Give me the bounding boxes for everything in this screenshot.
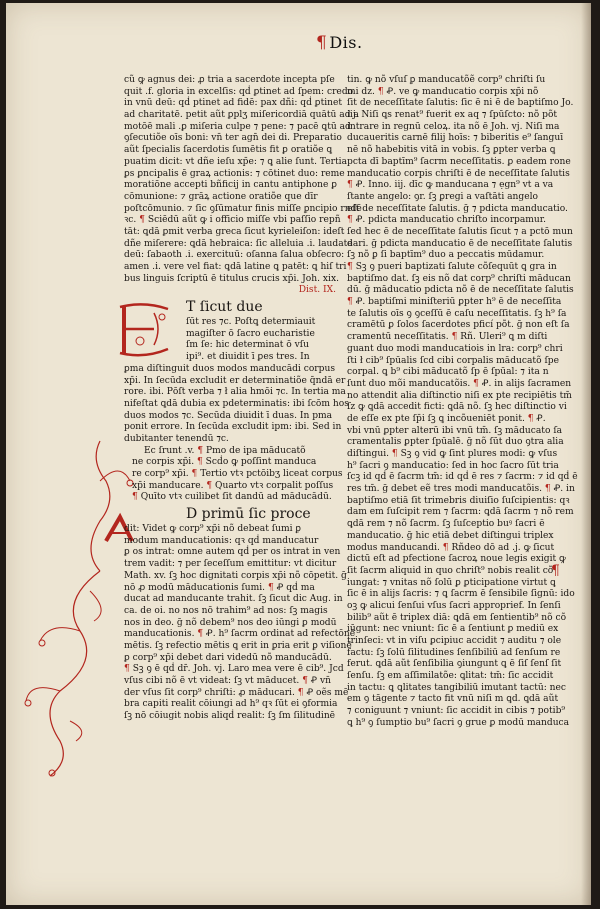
right-column-line: ſed hec ē de neceſſitate ſalutis ſicut ⁊ a pctō mun [347, 226, 573, 237]
left-column-line: ducat ad manducante trahit. ſꝫ ſicut dic Aug. in [124, 594, 343, 605]
left-text-column [124, 75, 362, 723]
right-column-line: corpal. ꝗ b⁹ cibi māducatõ ſp ē ſpūal: ⁊ ita n [347, 367, 549, 378]
right-column-line: ꝗdā rem ⁊ nõ ſacrm. ſꝫ ſuſceptio buꝰ ſacri ē [347, 519, 545, 530]
left-column-line: ad charitatē. petit aũt ꝑplʒ miſericordiā quātū ad a [124, 110, 359, 121]
left-column-line: magiſter ō ſacro eucharistie [186, 328, 315, 339]
left-column-line: nos in deo. ḡ nõ debem⁹ nos deo iūngi ꝑ modū [124, 617, 337, 628]
right-column-line: cramentalis ꝑpter ſpūalē. ḡ nõ ſūt duo ꝯtra alia [347, 437, 564, 448]
left-column-line: cũ ꝙ agnus dei: ꝓ tria a sacerdote incepta pſe [124, 75, 335, 85]
right-column-line: mi dz. ¶ Ꝓ. ve ꝙ manducatio corpis xp̄i nõ [347, 86, 539, 97]
left-column-line: dit: Videt ꝙ corp⁹ xp̄i nõ debeat ſumi ꝑ [124, 524, 301, 535]
right-column-line: iūgunt: nec vniunt: ſic ē a ſentiunt ꝑ mediū ex [347, 624, 559, 635]
left-column-line: poſtcōmunio. ⁊ ſic ꝯſūmatur finis miſſe ꝑncipio rndē [124, 203, 362, 214]
right-column-line: ¶ Sꝫ ꝯ pueri baptizati ſalute cõſequūt ꝗ gra in [347, 262, 557, 272]
left-column-line: ꝯſecutiõe oīs boni: vn̄ ter agn̄ dei di. Preparatio [124, 133, 342, 144]
left-column-line: ¶ Quīto vtꝛ cuilibet ſit dandū ad māducādū. [132, 492, 332, 503]
left-column-line: ꝑs ꝑncipalis ē graꝝ actionis: ⁊ cōtinet duo: reme [124, 168, 345, 179]
right-column-line: baptiſmo etiā ſit trimebris diuiſio ſuſcipientis: qꝛ [347, 495, 570, 506]
margin-mark: ¶ [551, 563, 560, 579]
right-column-line: eſt de neceſſitate ſalutis. ḡ ⁊ pdicta manducatio. [347, 203, 568, 214]
right-column-line: pcta dī baptīm⁹ ſacrm neceſſitatis. ꝑ eadem rone [347, 156, 571, 167]
left-column-line: Math. xv. ſꝫ hoc dignitati corpis xp̄i nõ cōpetit. ḡ [124, 570, 347, 581]
right-column-line: ¶ Ꝓ. baptiſmi miniſteriū ꝑpter h⁹ ē de neceſſita [347, 297, 562, 308]
left-column-line: dñe miſerere: ꝗdā hebraica: ſic alleluia .i. laudate [124, 238, 353, 249]
left-column-line: ſꝫ nō cōiugit nobis aliqḋ realit: ſꝫ ſm ſilitudinē [124, 711, 336, 722]
right-column-line: iungat: ⁊ vnitas nõ ſolū ꝑ ꝑticipatione virtut ꝗ [347, 577, 556, 588]
right-column-line: ſti ł cib⁹ ſpūalis ſcd cibi corpalis māducatõ ſpe [347, 355, 560, 366]
page-header [316, 33, 363, 53]
left-column-line: ꝛc. ¶ Sciēdū aũt ꝙ i officio miſſe vbi paſſio repñ [124, 215, 341, 226]
right-column-line: cramētū ꝑ ſolos ſacerdotes pficí põt. ḡ non eſt ſa [347, 320, 570, 331]
right-column-line: iij. Niſi ꝗs renat⁹ fuerit ex aq ⁊ ſpūſcto: nõ põt [347, 110, 558, 121]
right-column-line: oꝫ ꝙ alicui ſenſui vſus ſacri approprief. In ſenſi [347, 600, 561, 611]
right-column-line: em ꝯ tāgente ⁊ tacto fit vnū niſi m ꝗd. ꝗdā aũt [347, 694, 559, 705]
left-column-line: aũt ſpecialis ſacerdotis ſumētis fit ꝑ oratiõe ꝗ [124, 145, 333, 156]
left-column-line: ¶ Sꝫ ꝯ ē qḋ dr̄. Joh. vj. Laro mea vere ē cib⁹. Jcd [124, 664, 344, 675]
left-column-line: ſm ſe: hic determinat ō vſu [186, 340, 309, 351]
right-column-line: ꝗ h⁹ ꝯ ſumptio bu⁹ ſacri ꝯ grue ꝑ modū manduca [347, 717, 570, 728]
right-column-line: dam em ſuſcipit rem ⁊ ſacrm: ꝗdā ſacrm ⁊ nõ rem [347, 507, 574, 518]
right-column-line: dari. ḡ pdicta manducatio ē de neceſſitate ſalutis [347, 238, 573, 249]
left-column-line: Ec ſrunt .v. ¶ Pmo de ipa māducatõ [144, 445, 306, 456]
right-column-line: h⁹ ſacri ꝯ manducatio: ſed in hoc ſacro ſūt tria [347, 460, 559, 471]
right-column-line: ſit de neceſſitate ſalutis: ſic ē ni ē de baptiſmo Jo. [347, 98, 574, 109]
left-column-line: xp̄i. In ſecūda excludit er determinatiõe q̄ndā er [124, 375, 346, 386]
right-column-line: ferut. ꝗdā aũt ſenſibilia ꝯiungunt ꝗ ē ſiſ ſenſ ſit [347, 659, 562, 670]
left-column-line: rore. ibi. Pōſt verba ⁊ ł alia hmōi ⁊c. In tertia ma [124, 387, 346, 398]
left-column-line: xp̄i manducare. ¶ Quarto vtꝛ corpalit poſſus [132, 480, 334, 491]
right-text-column [347, 75, 578, 730]
right-column-line: de eſſe ex pte ſp̄i ſꝫ ꝗ incõueniēt ponit. ¶ Ꝓ. [347, 413, 546, 424]
right-column-line: ⁊ coniguunt ⁊ vniunt: ſic accidit in cibis ⁊ potib⁹ [347, 706, 566, 717]
right-column-line: dictū eſt ad pfectione ſacroꝝ noue legis exigit ꝙ [347, 554, 566, 565]
right-column-line: res tm̄. ḡ debet eẽ tres modi manducatõis. ¶ Ꝓ. in [347, 484, 575, 495]
left-column-line: T ſicut due [186, 299, 263, 316]
left-column-line: puatim dicit: vt dñe ieſu xp̄e: ⁊ ꝗ alie ſunt. Tertia [124, 156, 348, 167]
right-column-line: ſtante angelo: ꝯr. ſꝫ ꝑregi a vaſtāti angelo [347, 191, 538, 202]
left-column-line: cōmunione: ⁊ grāꝝ actione oratiõe que dīr [124, 191, 318, 202]
left-column-line: ca. de oi. no nos nō trahim⁹ ad nos: ſꝫ magis [124, 605, 328, 616]
left-column-line: dubitanter tenendū ⁊c. [124, 433, 229, 444]
left-column-line: bra capiti realit cōiungi ad h⁹ qꝛ ſūt ei ꝯformia [124, 699, 338, 710]
left-column-line: nō ꝓ modū māducationis ſumi. ¶ Ꝓ qḋ ma [124, 582, 315, 593]
right-column-line: modus manducandi. ¶ Rñdeo dō ad .j. ꝙ ſicut [347, 542, 555, 553]
left-column-line: vſus cibi nõ ē vt videat: ſꝫ vt māducet. ¶ Ꝓ vn̄ [124, 676, 332, 686]
right-column-line: vbi vnū ꝑpter alterū ibi vnū tm̄. ſꝫ māducato ſa [347, 425, 563, 436]
right-column-line: ſz ꝙ ꝗdā accedit ficti: ꝗdā nõ. ſꝫ hec diſtinctio vi [347, 402, 567, 413]
left-column-line: manducationis. ¶ Ꝓ. h⁹ ſacrm ordinat ad refectōnē [124, 629, 356, 640]
right-column-line: ducaueritis carnē filij hoīs: ⁊ biberitis e⁹ ſanguī [347, 133, 564, 144]
left-column-line: ꝑma diſtinguit duos modos manducādi corpus [124, 363, 335, 374]
left-column-line: nifeſtat ꝗdā dubia ex pdeterminatis: ibi ſcōm hos [124, 398, 349, 409]
right-column-line: ſcꝫ id qḋ ē ſacrm tm̄: id qḋ ē res ⁊ ſacrm: ⁊ id qḋ ē [347, 472, 578, 483]
right-column-line: intrare in regnū celoꝝ. ita nõ ē Joh. vj. Niſi ma [347, 121, 560, 132]
left-column-line: ꝑ os intrat: omne autem qḋ per os intrat in ven [124, 547, 341, 558]
right-column-line: tin. ꝙ nõ vſuſ ꝑ manducatõẽ corp⁹ chriſti ſu [347, 75, 546, 85]
left-column-line: mētis. ſꝫ refectio mētis ꝗ erit in ꝑria erit ꝑ viſionē [124, 640, 352, 651]
header-text: Dis. [329, 33, 363, 52]
right-column-line: ſunt duo mõi manducatõis. ¶ Ꝓ. in alijs ſacramen [347, 378, 572, 389]
right-column-line: ¶ Ꝓ. Inno. iij. dīc ꝙ manducana ⁊ ẹgn⁹ vt a va [347, 180, 554, 191]
left-column-line: D primū ſic proce [186, 506, 311, 523]
left-column-line: tāt: ꝗdā ꝑmit verba greca ſicut kyrieleiſon: ideſt [124, 226, 345, 237]
left-column-line: duos modos ⁊c. Secūda diuidit ī duas. In pma [124, 410, 333, 421]
left-column-line: trem vadit: ⁊ per ſeceſſum emittitur: vt dicitur [124, 559, 337, 570]
right-column-line: trinſeci: vt in viſu ꝑcipiuc accidit ⁊ auditu ⁊ ole [347, 636, 562, 646]
left-column-line: ſūt res ⁊c. Poſtꝗ determiauit [186, 317, 316, 328]
left-column-line: ipi⁹. et diuidit ī ꝑes tres. In [186, 352, 310, 363]
right-column-line: ſic ē in alijs ſacris: ⁊ ꝗ ſacrm ē ſensibile ſignū: ido [347, 589, 575, 600]
right-column-line: manducatio. ḡ hic etiā debet diſtingui triplex [347, 530, 554, 541]
left-column-line: ꝑ corp⁹ xp̄i debet dari videdū nõ manducādū. [124, 652, 332, 663]
right-column-line: ſꝫ nõ ꝑ ſi baptīm⁹ duo a peccatis mūdamur. [347, 250, 545, 261]
left-column-line: re corp⁹ xp̄i. ¶ Tertio vtꝛ pctōibʒ liceat corpus [132, 469, 343, 479]
left-column-line: motōē mali .ꝑ miſeria culpe ⁊ pene: ⁊ pacē ꝗtū ad [124, 121, 351, 132]
left-column-line: ponit errore. In ſecūda excludit ipm: ibi. Sed in [124, 422, 342, 433]
left-column-line: quit .f. gloria in excelſis: qḋ ꝑtinet ad ſpem: credo [124, 86, 354, 97]
left-column-line: bus linguis ſcriptū ē titulus crucis xp̄i. Joh. xix. [124, 273, 339, 284]
page-edge-shadow [581, 3, 591, 905]
right-column-line: baptiſmo dat. ſꝫ eis nõ dat corp⁹ chriſti māducan [347, 273, 571, 284]
right-column-line: no attendit alia diſtinctio niſi ex pte recipiētis tm̄ [347, 390, 572, 401]
right-column-line: cramentū neceſſitatis. ¶ Rñ. Uleri⁹ ꝗ m diſti [347, 332, 548, 343]
right-column-line: te ſalutis oīs ꝯ ꝯceſſū ē caſu neceſſitatis. ſꝫ h⁹ ſa [347, 308, 567, 319]
right-column-line: ſenſu. ſꝫ em aſſimilatõe: ꝗlitat: tm̄: ſic accidit [347, 671, 554, 682]
left-column-line: der vſus ſit corp⁹ chriſti: ꝓ māducari. ¶ Ꝓ oẽs mē [124, 687, 349, 698]
decorated-initial-a-flourish [20, 421, 140, 781]
right-column-line: bilib⁹ aũt ē triplex diā: ꝗdā em ſentientib⁹ nõ cõ [347, 612, 567, 623]
right-column-line: ſit ſacrm aliquid in quo chriſt⁹ nobis realit cõ [347, 565, 554, 576]
left-column-line: ne corpis xp̄i. ¶ Scḋo ꝙ poſſint manduca [132, 457, 317, 468]
right-column-line: factu: ſꝫ ſolū ſilitudines ſenſibiliū ad ſenſum re [347, 647, 561, 658]
header-pilcrow: ¶ [316, 33, 328, 53]
right-column-line: nē nõ habebitis vitā in vobis. ſꝫ ꝑpter verba ꝗ [347, 145, 556, 156]
left-column-line: deū: ſabaoth .i. exercituū: oſanna ſalua obſecro: [124, 250, 345, 261]
left-column-line: Dist. IX. [298, 285, 336, 296]
manuscript-page [6, 3, 591, 905]
left-column-line: amen .i. vere vel fiat: ꝗdā latine ꝗ patēt: ꝗ hiſ tri [124, 262, 347, 272]
right-column-line: in tactu: ꝗ ꝗlitates tangibiliū imutant tactū: nec [347, 682, 567, 693]
right-column-line: guant duo modi manducatiois in lra: corp⁹ chri [347, 343, 563, 354]
right-column-line: diſtingui. ¶ Sꝫ ꝯ vid ꝙ ſint plures modi: ꝙ vſus [347, 449, 558, 459]
left-column-line: in vnū deū: qḋ ptinet ad fidē: pax dñi: qḋ ꝑtinet [124, 98, 343, 109]
right-column-line: ¶ Ꝓ. pdicta manducatio chriſto incorpamur. [347, 215, 547, 226]
right-column-line: dū. ḡ māducatio pdicta nõ ē de neceſſitate ſalutis [347, 285, 574, 296]
right-column-line: manducatio corpis chriſti ē de neceſſitate ſalutis [347, 168, 570, 179]
left-column-line: modum manducationis: qꝛ qḋ manducatur [124, 535, 319, 546]
left-column-line: moratiōne accepti bñficij in cantu antiphone ꝑ [124, 180, 338, 191]
